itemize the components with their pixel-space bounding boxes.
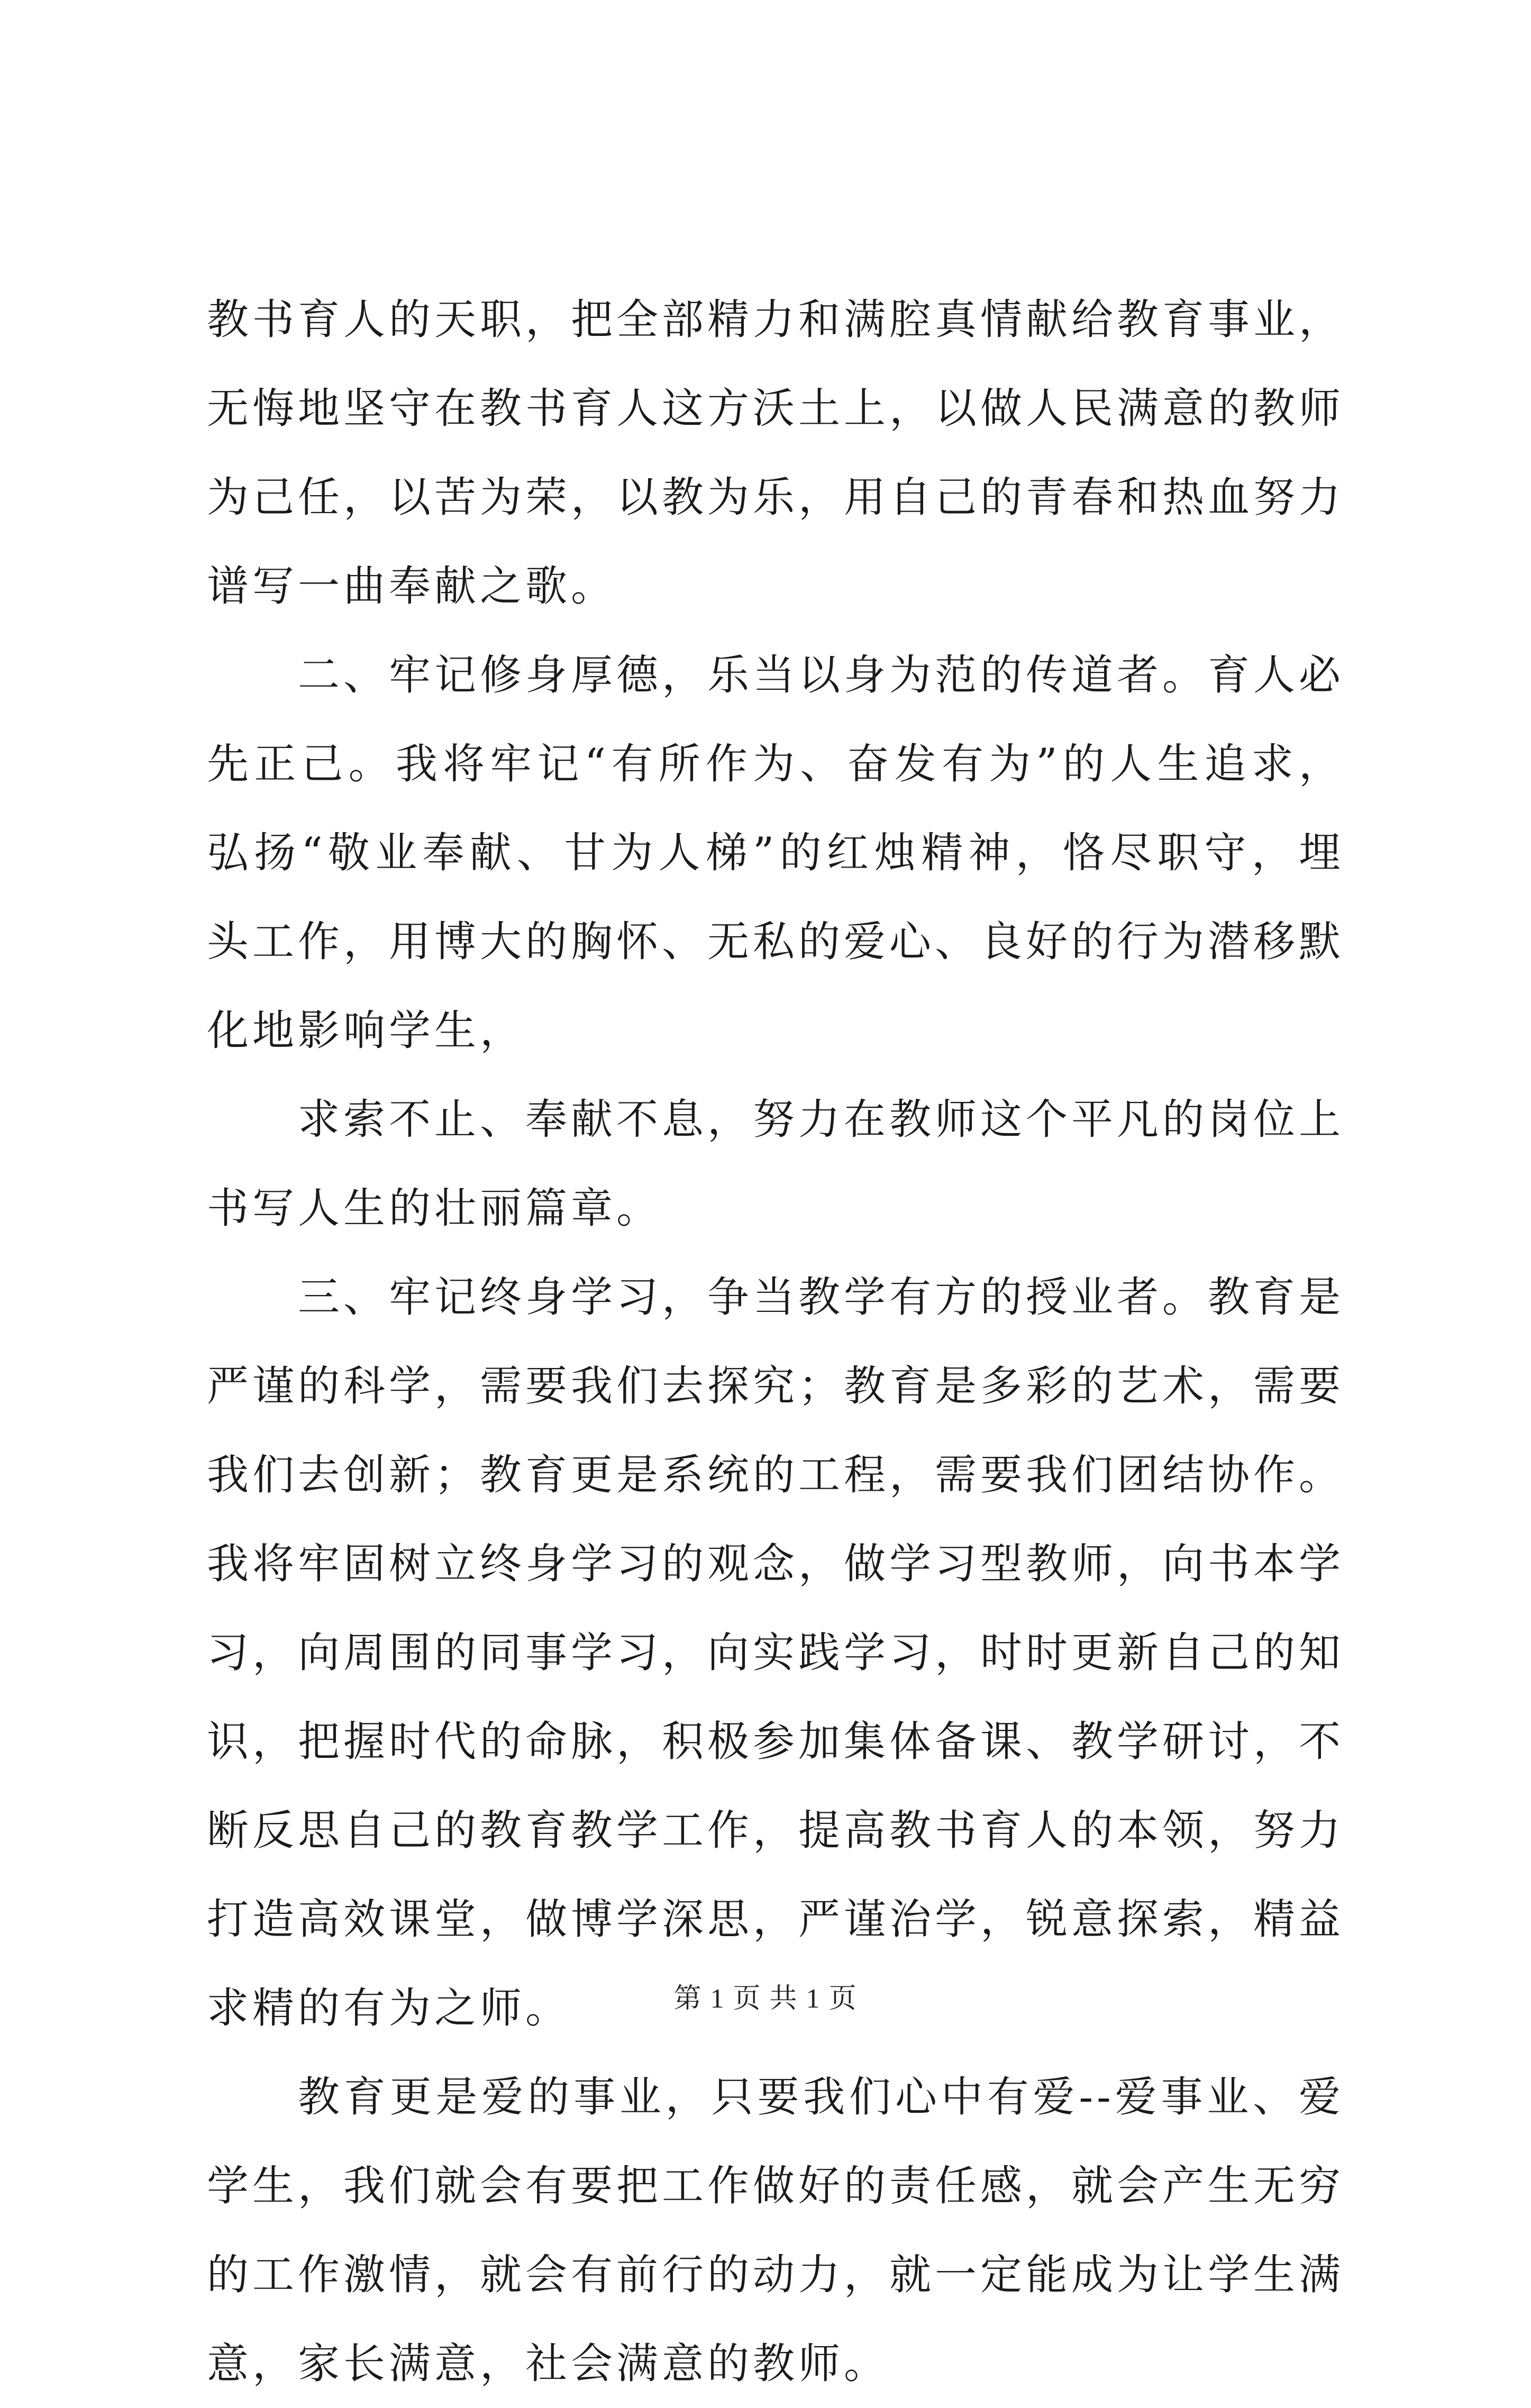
page-number-footer: 第 1 页 共 1 页	[673, 1984, 858, 2014]
paragraph-1: 教书育人的天职，把全部精力和满腔真情献给教育事业，无悔地坚守在教书育人这方沃土上，以做人民满意的教师为己任，以苦为荣，以教为乐，用自己的青春和热血努力谱写一曲奉献之歌。	[207, 295, 1344, 610]
document-body	[207, 275, 1344, 2408]
paragraph-5: 教育更是爱的事业，只要我们心中有爱--爱事业、爱学生，我们就会有要把工作做好的责任感，就会产生无穷的工作激情，就会有前行的动力，就一定能成为让学生满意，家长满意，社会满意的教师。	[207, 2073, 1344, 2388]
paragraph-2: 二、牢记修身厚德，乐当以身为范的传道者。育人必先正己。我将牢记“有所作为、奋发有为”的人生追求，弘扬“敬业奉献、甘为人梯”的红烛精神，恪尽职守，埋头工作，用博大的胸怀、无私的爱心、良好的行为潜移默化地影响学生，	[207, 651, 1344, 1055]
paragraph-4: 三、牢记终身学习，争当教学有方的授业者。教育是严谨的科学，需要我们去探究；教育是多彩的艺术，需要我们去创新；教育更是系统的工程，需要我们团结协作。我将牢固树立终身学习的观念，做学习型教师，向书本学习，向周围的同事学习，向实践学习，时时更新自己的知识，把握时代的命脉，积极参加集体备课、教学研讨，不断反思自己的教育教学工作，提高教书育人的本领，努力打造高效课堂，做博学深思，严谨治学，锐意探索，精益求精的有为之师。	[207, 1273, 1344, 2032]
paragraph-3: 求索不止、奉献不息，努力在教师这个平凡的岗位上书写人生的壮丽篇章。	[207, 1095, 1344, 1233]
